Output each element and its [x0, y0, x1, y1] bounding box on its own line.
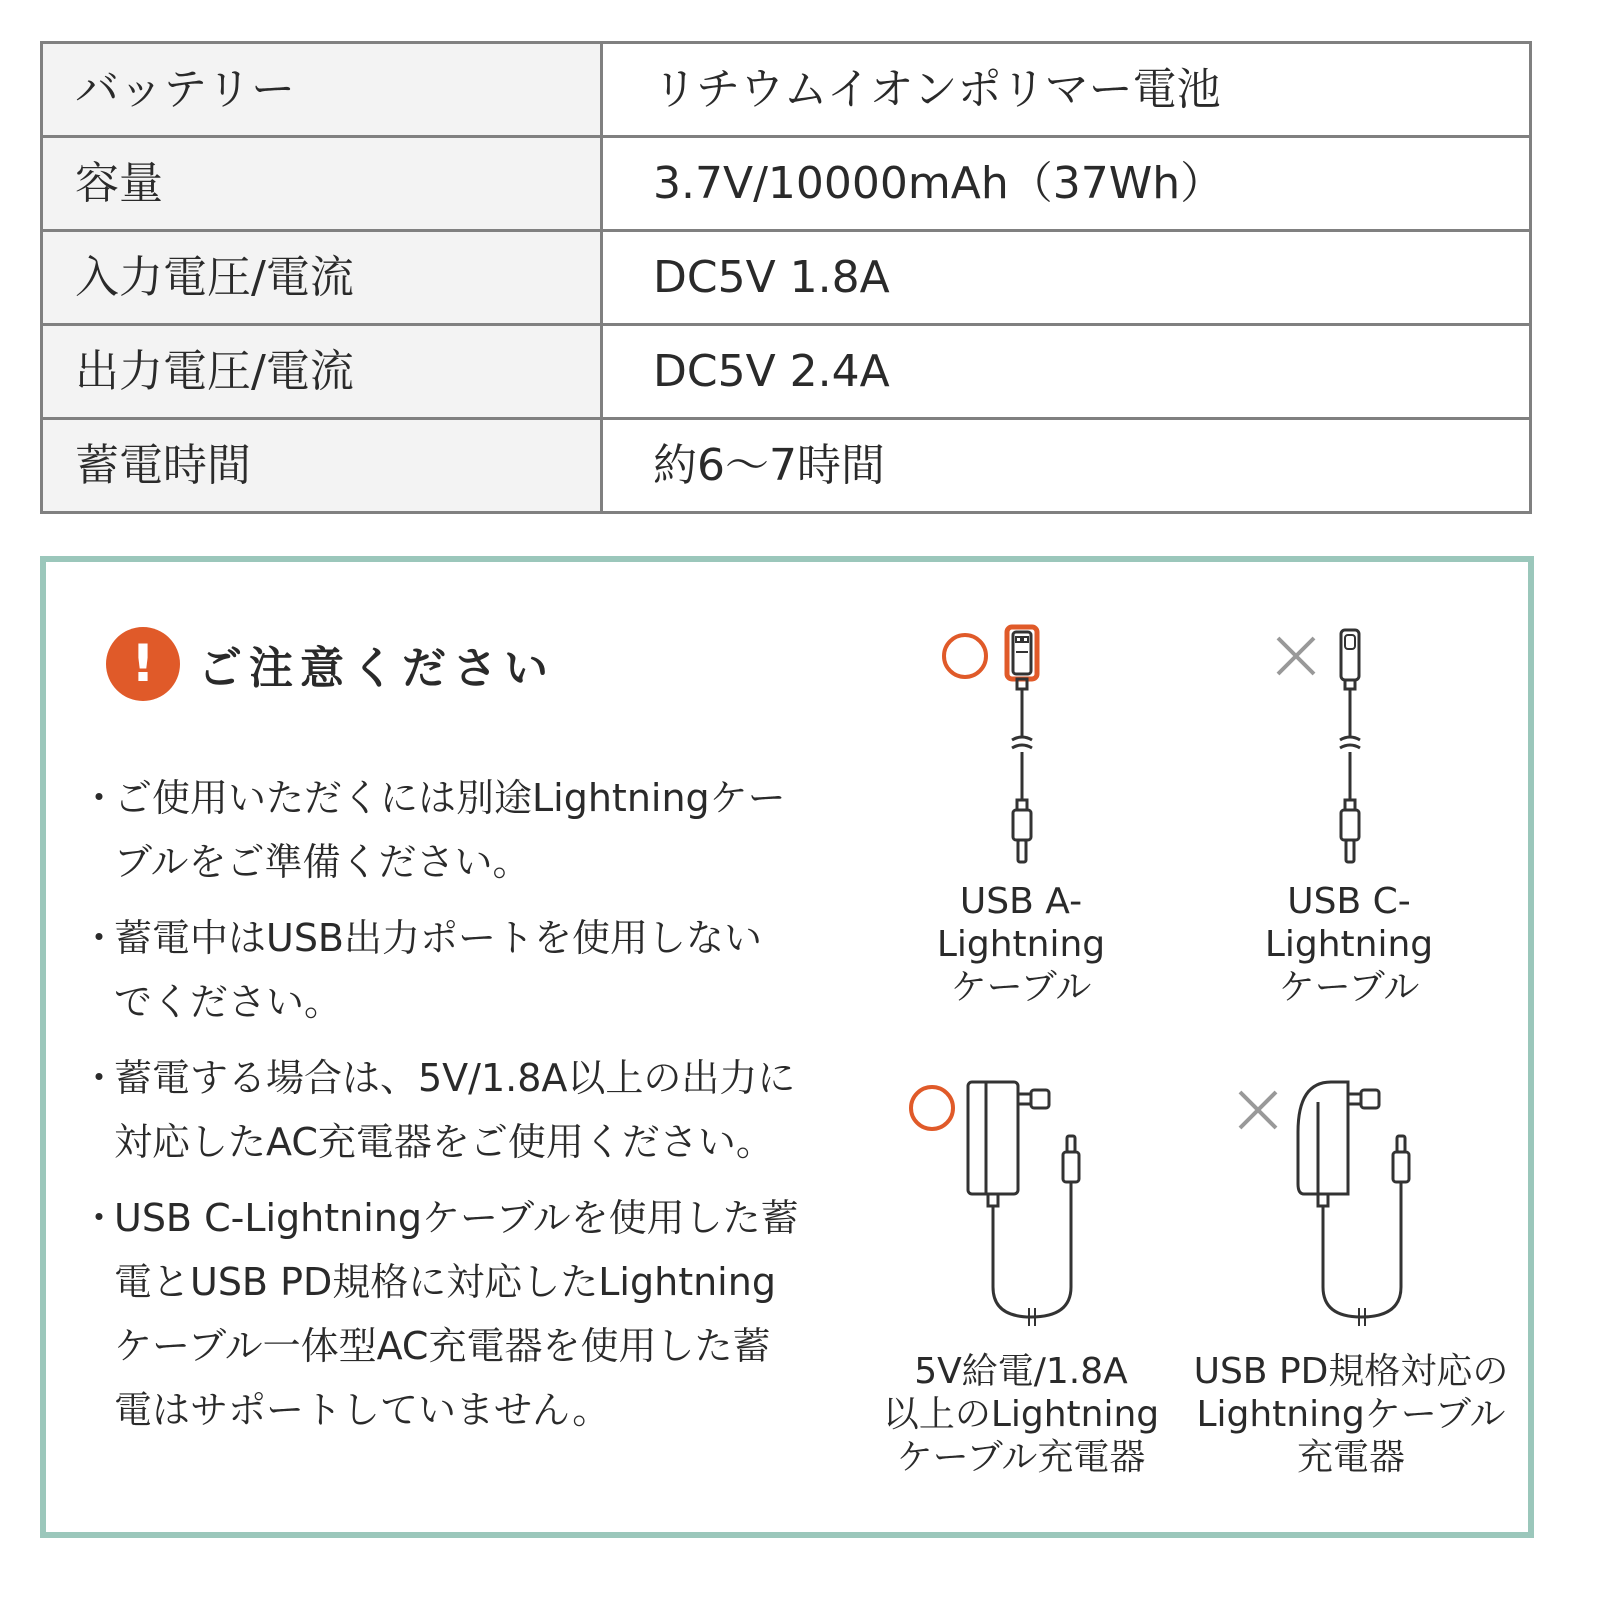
caption-line: Lightning — [1264, 924, 1434, 965]
list-item-line: ご使用いただくには別途Lightningケー — [114, 776, 786, 820]
spec-label: 出力電圧/電流 — [42, 325, 602, 419]
cross-ng-icon — [1274, 634, 1318, 678]
caption-line: USB A- — [959, 881, 1083, 922]
list-item-line: ブルをご準備ください。 — [114, 840, 531, 884]
spec-value: 約6～7時間 — [602, 419, 1531, 513]
notice-header — [106, 626, 555, 702]
option-caption — [921, 880, 1121, 1009]
spec-value: DC5V 2.4A — [602, 325, 1531, 419]
option-caption — [871, 1350, 1171, 1479]
notice-list — [92, 766, 852, 1454]
caption-line: ケーブル — [950, 967, 1092, 1008]
spec-label: 入力電圧/電流 — [42, 231, 602, 325]
table-row — [42, 231, 1531, 325]
cross-ng-icon — [1236, 1088, 1280, 1132]
lightning-cable-charger-icon — [956, 1072, 1116, 1322]
caption-line: ケーブル充電器 — [896, 1437, 1146, 1478]
list-item — [92, 1046, 852, 1174]
list-item — [92, 1186, 852, 1442]
caption-line: 以上のLightning — [882, 1394, 1160, 1435]
list-item — [92, 766, 852, 894]
caption-line: 充電器 — [1296, 1437, 1405, 1478]
spec-table — [40, 41, 1532, 514]
caption-line: USB PD規格対応の — [1193, 1351, 1509, 1392]
list-item-line: 電とUSB PD規格に対応したLightning — [114, 1260, 776, 1304]
list-item-line: ケーブル一体型AC充電器を使用した蓄 — [114, 1324, 771, 1368]
list-item-line: 対応したAC充電器をご使用ください。 — [114, 1120, 774, 1164]
table-row — [42, 325, 1531, 419]
table-row — [42, 419, 1531, 513]
circle-ok-icon — [906, 1082, 958, 1134]
caption-line: 5V給電/1.8A — [914, 1351, 1128, 1392]
caption-line: Lightningケーブル — [1196, 1394, 1506, 1435]
caption-line: Lightning — [936, 924, 1106, 965]
list-item-line: でください。 — [114, 980, 343, 1024]
circle-ok-icon — [939, 630, 991, 682]
spec-label: 容量 — [42, 137, 602, 231]
table-row — [42, 137, 1531, 231]
usb-pd-charger-icon — [1286, 1072, 1446, 1322]
list-item-line: 蓄電する場合は、5V/1.8A以上の出力に — [114, 1056, 796, 1100]
list-item-line: 蓄電中はUSB出力ポートを使用しない — [114, 916, 763, 960]
list-item-line: USB C-Lightningケーブルを使用した蓄 — [114, 1196, 799, 1240]
spec-label: 蓄電時間 — [42, 419, 602, 513]
spec-label: バッテリー — [42, 43, 602, 137]
list-item — [92, 906, 852, 1034]
list-item-line: 電はサポートしていません。 — [114, 1388, 611, 1432]
caption-line: USB C- — [1287, 881, 1411, 922]
spec-value: 3.7V/10000mAh（37Wh） — [602, 137, 1531, 231]
exclamation-circle-icon: ! — [106, 627, 180, 701]
notice-title: ご注意ください — [198, 643, 555, 694]
spec-value: DC5V 1.8A — [602, 231, 1531, 325]
option-caption — [1249, 880, 1449, 1009]
caption-line: ケーブル — [1278, 967, 1420, 1008]
usb-c-lightning-cable-icon — [1314, 622, 1384, 872]
usb-a-lightning-cable-icon — [986, 622, 1056, 872]
option-caption — [1186, 1350, 1516, 1479]
spec-value: リチウムイオンポリマー電池 — [602, 43, 1531, 137]
notice-box — [40, 556, 1534, 1538]
table-row — [42, 43, 1531, 137]
